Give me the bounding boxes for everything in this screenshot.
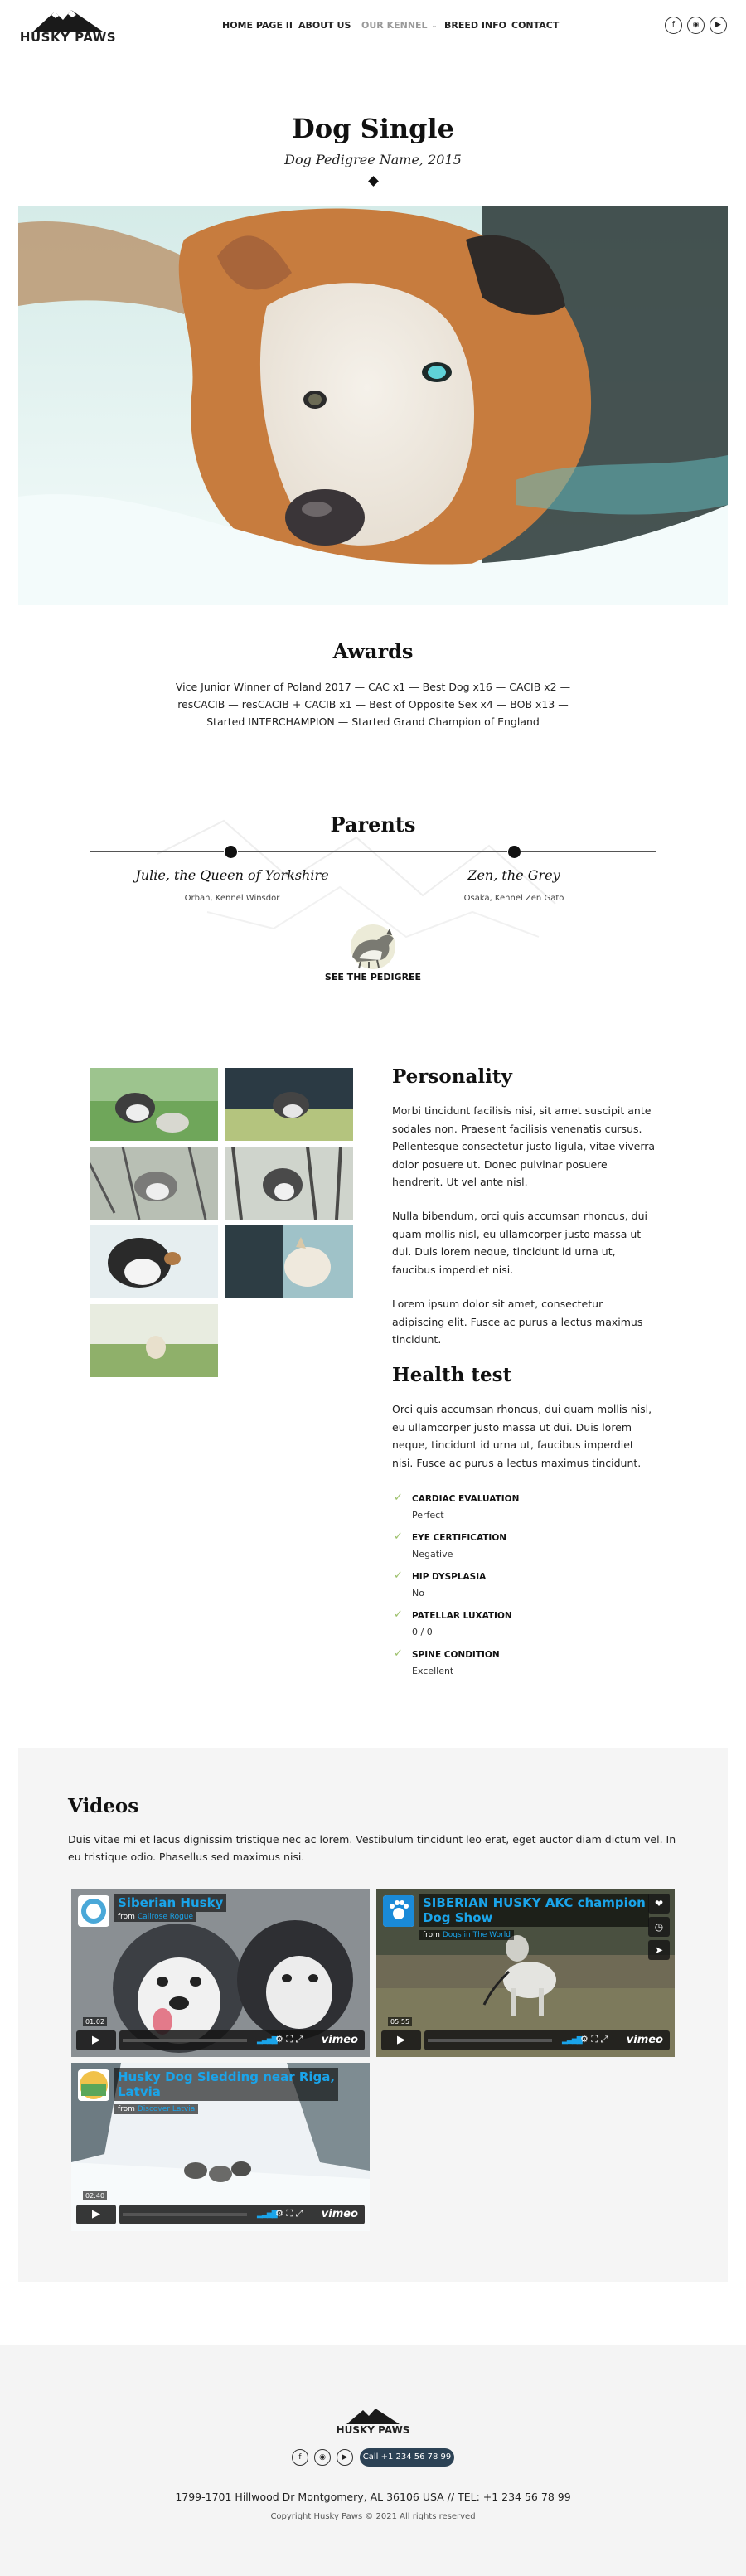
videos-title: Videos	[68, 1795, 139, 1817]
video-progress-bar[interactable]	[119, 2205, 365, 2224]
health-test-label: PATELLAR LUXATION	[412, 1611, 512, 1621]
video-title[interactable]	[419, 1894, 649, 1927]
pedigree-dog-icon[interactable]	[341, 922, 405, 972]
check-icon: ✓	[394, 1608, 403, 1621]
chevron-down-icon: ⌄	[431, 22, 438, 29]
health-test-value: Negative	[412, 1549, 453, 1560]
parents-line-middle	[238, 851, 507, 852]
videos-text: Duis vitae mi et lacus dignissim tristique nec ac lorem. Vestibulum tincidunt leo erat, eget auctor diam dictum vel. In eu tristique odio. Phasellus sed maximus nisi.	[68, 1833, 676, 1863]
site-header	[0, 0, 746, 55]
health-test-label: HIP DYSPLASIA	[412, 1572, 487, 1582]
personality-paragraph-1: Morbi tincidunt facilisis nisi, sit amet suscipit ante sodales non. Praesent facilisis venenatis cursus. Pellentesque consectetur justo ligula, vitae viverra dolor posuere ut. Donec pulvinar posuere hendrerit. Ut vel ante nisl.	[392, 1104, 656, 1188]
hero-dog-image	[18, 206, 728, 605]
check-icon: ✓	[394, 1492, 403, 1504]
nav-item-kennel[interactable]	[361, 20, 437, 31]
video-from-label: from	[118, 1913, 135, 1921]
mother-meta: Orban, Kennel Winsdor	[184, 894, 280, 903]
parents-title: Parents	[330, 813, 416, 837]
play-icon[interactable]: ▶	[76, 2030, 116, 2050]
video-track[interactable]	[428, 2039, 552, 2042]
site-logo[interactable]	[17, 8, 119, 46]
heart-icon[interactable]: ❤	[648, 1894, 670, 1914]
video-player[interactable]	[71, 1889, 370, 2057]
health-test-label: CARDIAC EVALUATION	[412, 1494, 520, 1504]
youtube-icon[interactable]: ▶	[710, 17, 727, 34]
settings-icon[interactable]: ⚙ ⛶ ⤢	[580, 2034, 608, 2045]
health-test-label: SPINE CONDITION	[412, 1650, 500, 1660]
facebook-icon[interactable]: f	[292, 2449, 308, 2466]
awards-text: Vice Junior Winner of Poland 2017 — CAC x1 — Best Dog x16 — CACIB x2 — resCACIB — resCACIB + CACIB x1 — Best of Opposite Sex x4 — BOB x13 — Started INTERCHAMPION — Started Grand Champion of England	[175, 681, 571, 728]
health-test-value: Perfect	[412, 1510, 444, 1521]
video-channel-link[interactable]: Dogs in The World	[442, 1931, 511, 1939]
video-title-line-2: Dog Show	[423, 1910, 493, 1925]
video-track[interactable]	[123, 2213, 247, 2216]
video-from	[419, 1930, 514, 1940]
health-test-label: EYE CERTIFICATION	[412, 1533, 507, 1543]
vimeo-logo[interactable]: vimeo	[321, 2208, 358, 2220]
call-button[interactable]: Call +1 234 56 78 99	[360, 2448, 454, 2467]
video-title[interactable]	[114, 2068, 338, 2101]
footer-logo[interactable]	[335, 2408, 411, 2441]
volume-icon[interactable]: ▂▃▅▇	[257, 2036, 277, 2045]
gallery-thumb[interactable]	[90, 1304, 218, 1377]
settings-icon[interactable]: ⚙ ⛶ ⤢	[275, 2208, 303, 2219]
awards-title: Awards	[332, 639, 414, 663]
play-icon[interactable]: ▶	[76, 2205, 116, 2224]
health-text: Orci quis accumsan rhoncus, dui quam mollis nisl, eu ullamcorper justo massa ut dui. Duis lorem neque, tincidunt id urna ut, faucibus imperdiet nisi. Fusce ac purus a lectus maximus tincidunt.	[392, 1403, 652, 1469]
health-test-value: No	[412, 1588, 424, 1598]
video-from-label: from	[423, 1931, 440, 1939]
video-channel-link[interactable]: Calirose Rogue	[137, 1913, 194, 1921]
video-from	[114, 2104, 198, 2114]
father-dot-icon	[508, 846, 521, 858]
health-test-value: Excellent	[412, 1666, 454, 1676]
video-player[interactable]	[71, 2063, 370, 2231]
page-subtitle: Dog Pedigree Name, 2015	[284, 152, 462, 167]
gallery-thumb[interactable]	[90, 1068, 218, 1141]
channel-avatar[interactable]	[78, 1895, 109, 1927]
gallery-thumb[interactable]	[90, 1225, 218, 1298]
nav-item-about[interactable]: ABOUT US	[298, 20, 351, 31]
logo-text: HUSKY PAWS	[19, 30, 117, 45]
channel-avatar[interactable]	[383, 1895, 414, 1927]
health-test-value: 0 / 0	[412, 1627, 433, 1637]
check-icon: ✓	[394, 1531, 403, 1543]
channel-avatar[interactable]	[78, 2069, 109, 2101]
gallery-thumb[interactable]	[225, 1147, 353, 1220]
mother-dot-icon	[225, 846, 237, 858]
mother-name: Julie, the Queen of Yorkshire	[135, 867, 329, 883]
check-icon: ✓	[394, 1647, 403, 1660]
video-from	[114, 1912, 196, 1922]
share-icon[interactable]: ➤	[648, 1940, 670, 1960]
footer-logo-text: HUSKY PAWS	[336, 2424, 410, 2436]
gallery-thumb[interactable]	[225, 1225, 353, 1298]
video-from-label: from	[118, 2105, 135, 2113]
volume-icon[interactable]: ▂▃▅▇	[257, 2210, 277, 2219]
video-title[interactable]: Siberian Husky	[114, 1894, 226, 1912]
nav-item-contact[interactable]: CONTACT	[511, 20, 560, 31]
video-progress-bar[interactable]	[119, 2030, 365, 2050]
footer-address: 1799-1701 Hillwood Dr Montgomery, AL 36106 USA // TEL: +1 234 56 78 99	[175, 2491, 571, 2503]
video-player[interactable]	[376, 1889, 675, 2057]
video-title-line-1: Husky Dog Sledding near Riga,	[118, 2069, 336, 2084]
personality-title: Personality	[392, 1065, 512, 1088]
gallery-thumb[interactable]	[225, 1068, 353, 1141]
nav-item-breed[interactable]: BREED INFO	[444, 20, 507, 31]
health-title: Health test	[392, 1364, 512, 1386]
video-track[interactable]	[123, 2039, 247, 2042]
parents-line-left	[90, 851, 224, 852]
instagram-icon[interactable]: ◉	[687, 17, 705, 34]
mountain-logo-icon	[33, 8, 103, 32]
diamond-icon	[368, 176, 379, 187]
nav-item-home[interactable]: HOME PAGE II	[222, 20, 293, 31]
video-time: 02:40	[83, 2191, 107, 2200]
footer-copyright: Copyright Husky Paws © 2021 All rights reserved	[270, 2512, 476, 2521]
check-icon: ✓	[394, 1569, 403, 1582]
video-controls	[381, 2018, 670, 2050]
video-title-line-2: Latvia	[118, 2084, 161, 2099]
video-controls	[76, 2018, 365, 2050]
video-time: 01:02	[83, 2017, 107, 2026]
youtube-icon[interactable]: ▶	[337, 2449, 353, 2466]
nav-item-kennel-label: OUR KENNEL	[361, 20, 428, 31]
see-pedigree-link[interactable]: SEE THE PEDIGREE	[324, 972, 422, 982]
video-title-line-1: SIBERIAN HUSKY AKC champion	[423, 1895, 646, 1910]
vimeo-logo[interactable]: vimeo	[626, 2034, 663, 2046]
video-controls	[76, 2192, 365, 2224]
facebook-icon[interactable]: f	[665, 17, 682, 34]
page-title: Dog Single	[291, 113, 455, 144]
video-progress-bar[interactable]	[424, 2030, 670, 2050]
personality-paragraph-2: Nulla bibendum, orci quis accumsan rhoncus, dui quam mollis nisl, eu ullamcorper justo massa ut dui. Duis lorem neque, tincidunt id urna ut, faucibus imperdiet nisi.	[392, 1210, 648, 1276]
video-time: 05:55	[388, 2017, 412, 2026]
parents-line-right	[521, 851, 656, 852]
settings-icon[interactable]: ⚙ ⛶ ⤢	[275, 2034, 303, 2045]
play-icon[interactable]: ▶	[381, 2030, 421, 2050]
personality-paragraph-3: Lorem ipsum dolor sit amet, consectetur adipiscing elit. Fusce ac purus a lectus maximus tincidunt.	[392, 1298, 643, 1346]
video-channel-link[interactable]: Discover Latvia	[137, 2105, 196, 2113]
volume-icon[interactable]: ▂▃▅▇	[562, 2036, 582, 2045]
father-meta: Osaka, Kennel Zen Gato	[463, 894, 564, 903]
clock-icon[interactable]: ◷	[648, 1917, 670, 1937]
mountain-logo-icon	[346, 2408, 400, 2424]
vimeo-logo[interactable]: vimeo	[321, 2034, 358, 2046]
instagram-icon[interactable]: ◉	[314, 2449, 331, 2466]
gallery-thumb[interactable]	[90, 1147, 218, 1220]
father-name: Zen, the Grey	[467, 867, 560, 883]
